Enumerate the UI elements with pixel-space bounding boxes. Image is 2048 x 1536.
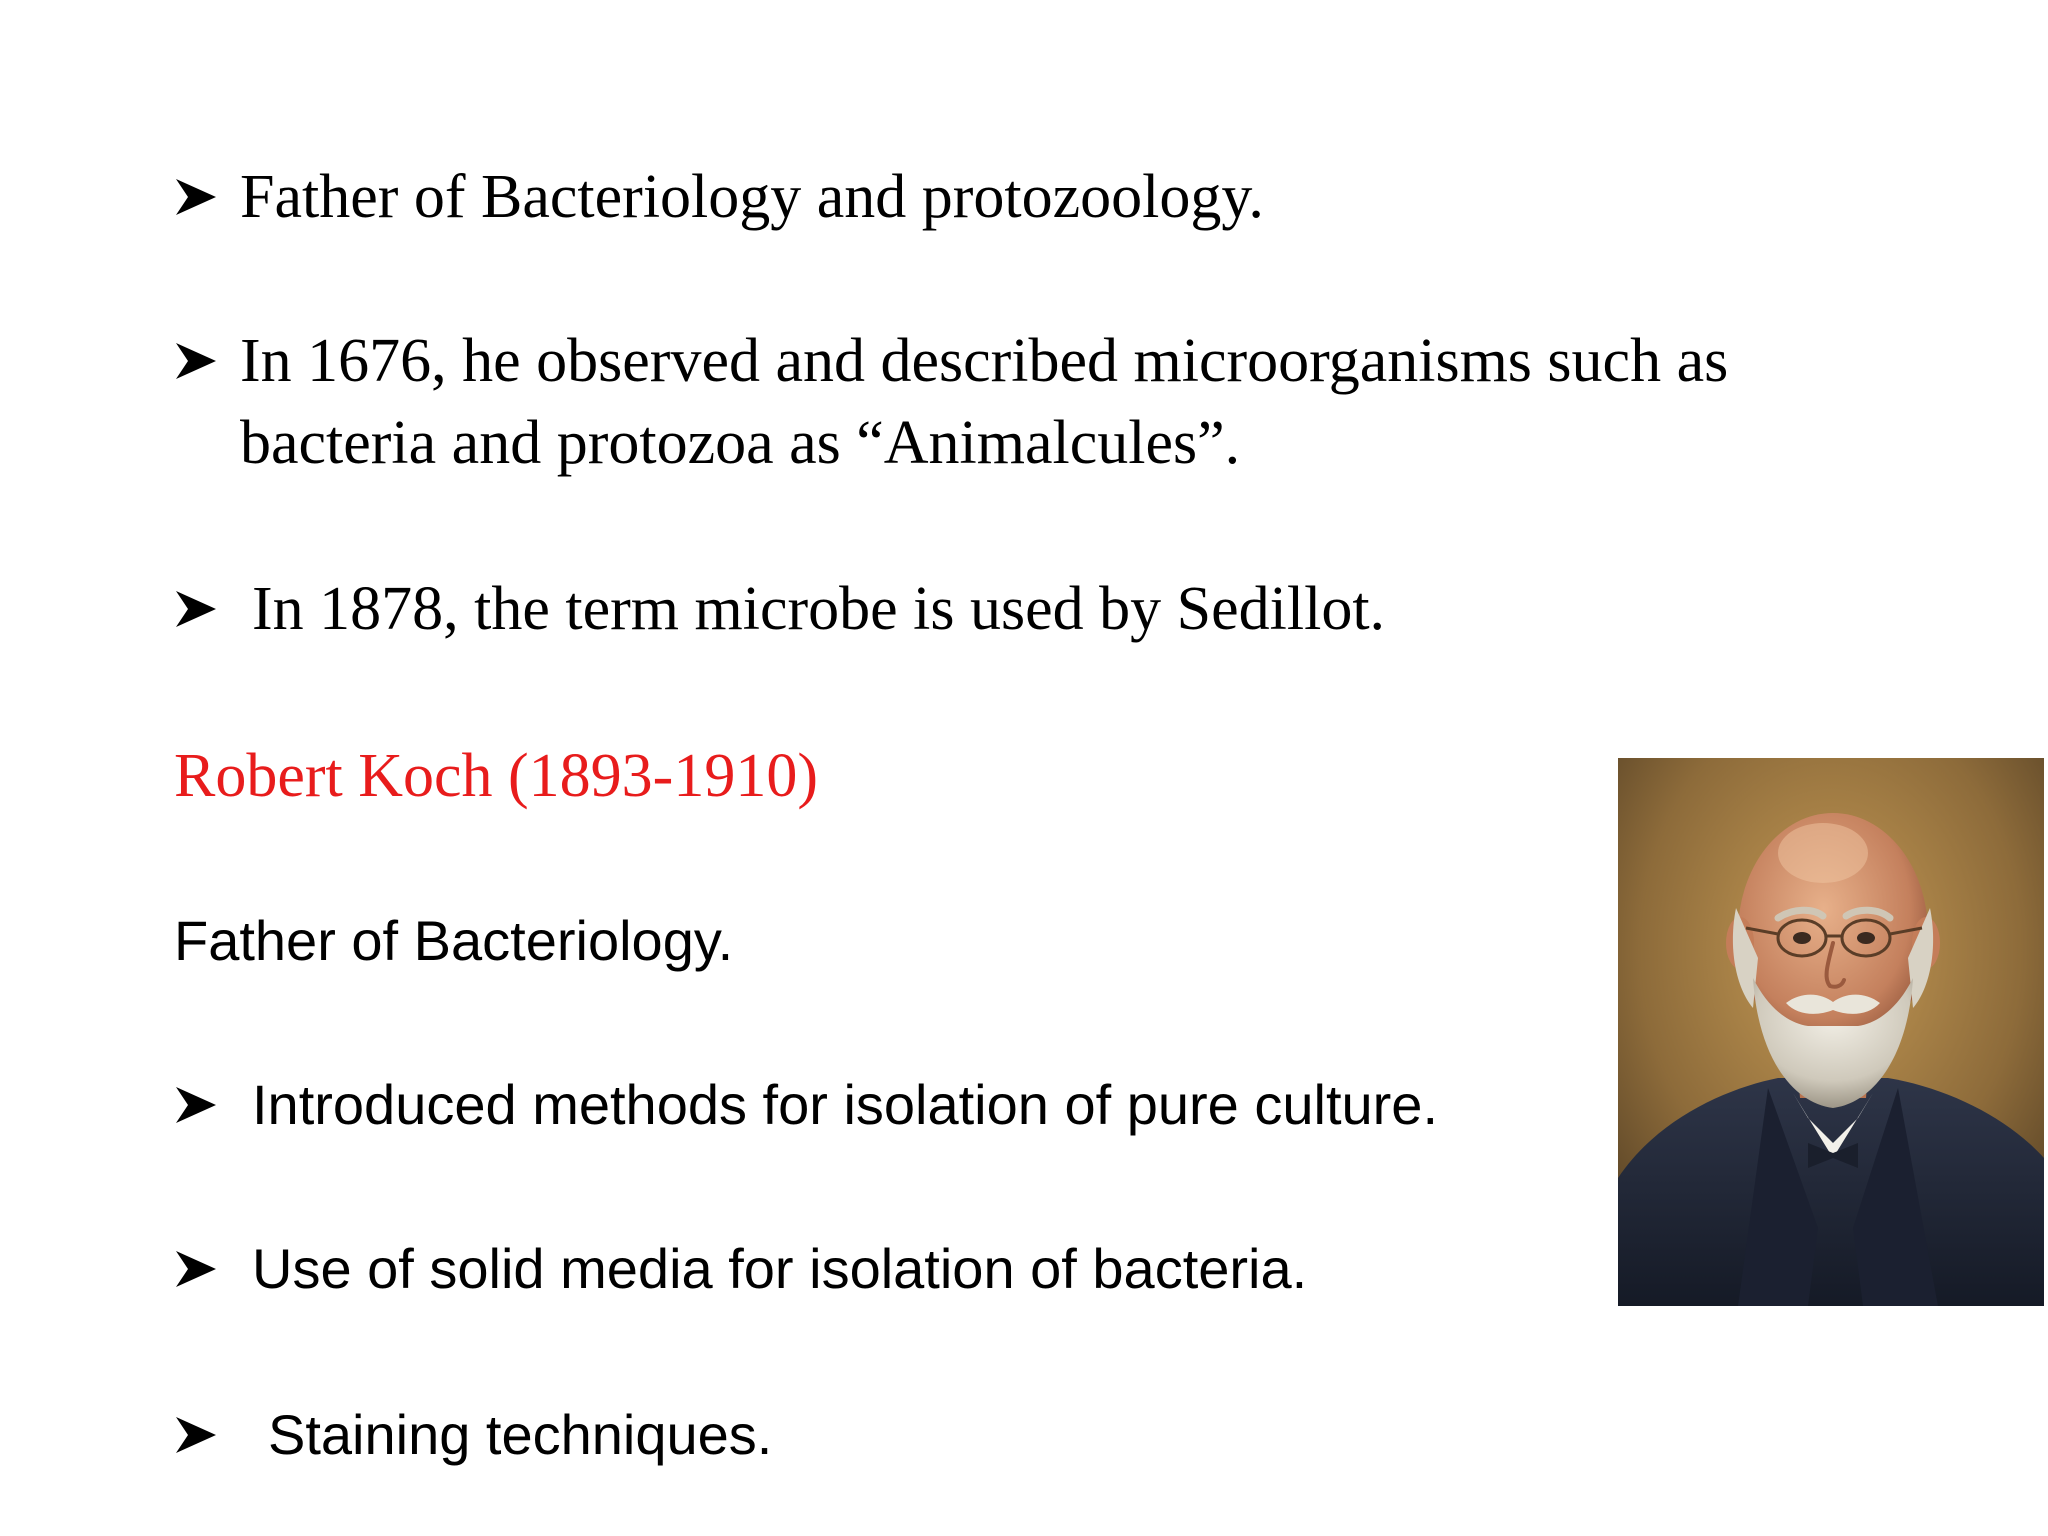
portrait-image <box>1618 758 2044 1306</box>
arrowhead-bullet-icon <box>174 156 240 238</box>
bullet-text-line: bacteria and protozoa as “Animalcules”. <box>240 409 1241 477</box>
arrowhead-bullet-icon <box>174 568 252 650</box>
bullet-item <box>174 1228 1307 1310</box>
arrowhead-bullet-icon <box>174 1228 252 1310</box>
bullet-item <box>174 1064 1438 1146</box>
bullet-text: Introduced methods for isolation of pure culture. <box>252 1073 1439 1136</box>
bullet-item <box>174 320 1728 484</box>
bullet-text: Staining techniques. <box>268 1403 773 1466</box>
bullet-item <box>174 156 1264 238</box>
heading-text: Robert Koch (1893-1910) <box>174 742 818 810</box>
bullet-item <box>174 568 1385 650</box>
bullet-item <box>174 1394 772 1476</box>
bullet-text: In 1878, the term microbe is used by Sedillot. <box>252 575 1386 643</box>
bullet-text-block <box>240 320 1728 484</box>
bullet-text: Father of Bacteriology and protozoology. <box>240 163 1264 231</box>
arrowhead-bullet-icon <box>174 1064 252 1146</box>
bullet-text-line: In 1676, he observed and described microorganisms such as <box>240 327 1729 395</box>
subheading-text: Father of Bacteriology. <box>174 909 734 972</box>
section-heading <box>174 735 818 817</box>
arrowhead-bullet-icon <box>174 320 240 402</box>
section-subheading <box>174 900 733 982</box>
arrowhead-bullet-icon <box>174 1394 268 1476</box>
bullet-text: Use of solid media for isolation of bacteria. <box>252 1237 1308 1300</box>
